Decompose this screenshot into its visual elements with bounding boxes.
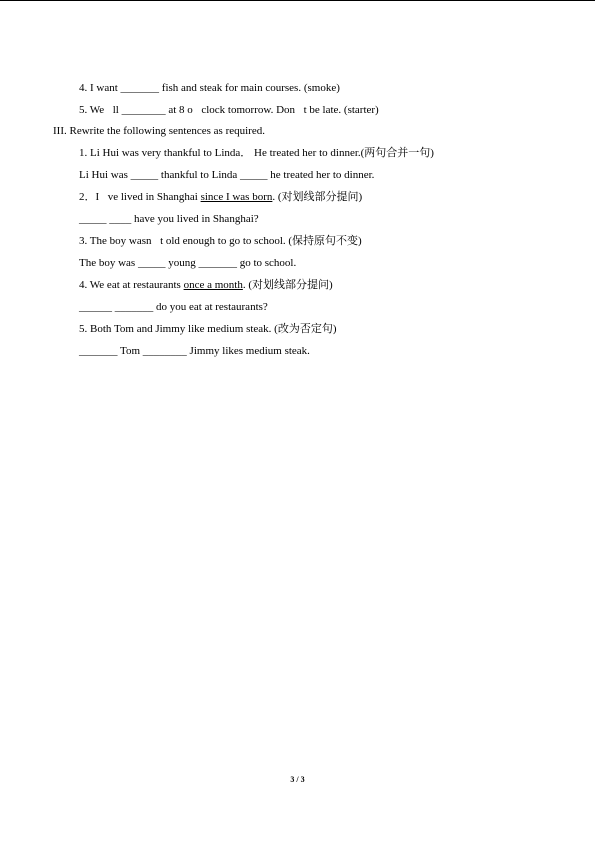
rewrite-item-2-question (79, 191, 362, 204)
rewrite-item-4-instruction: . (对划线部分提问) (242, 279, 333, 291)
rewrite-item-3-answer: The boy was _____ young _______ go to school. (79, 257, 297, 269)
rewrite-item-2-text: 2．I ve lived in Shanghai (79, 191, 201, 203)
rewrite-item-5-answer: _______ Tom ________ Jimmy likes medium steak. (79, 345, 310, 357)
exercise-2-item-5: 5. We ll ________ at 8 o clock tomorrow. Don t be late. (starter) (79, 104, 379, 116)
rewrite-item-4-underlined: once a month (183, 279, 243, 291)
rewrite-item-5-question: 5. Both Tom and Jimmy like medium steak. (改为否定句) (79, 323, 337, 335)
rewrite-item-2-answer: _____ ____ have you lived in Shanghai? (79, 213, 259, 225)
header-rule (0, 0, 595, 1)
rewrite-item-2-instruction: . (对划线部分提问) (272, 191, 363, 203)
exercise-2-item-4: 4. I want _______ fish and steak for main courses. (smoke) (79, 82, 340, 94)
rewrite-item-4-answer: ______ _______ do you eat at restaurants? (79, 301, 268, 313)
section-3-heading: III. Rewrite the following sentences as required. (53, 125, 265, 137)
rewrite-item-1-question: 1. Li Hui was very thankful to Linda． He treated her to dinner.(两句合并一句) (79, 147, 434, 159)
rewrite-item-4-text: 4. We eat at restaurants (79, 279, 184, 291)
rewrite-item-4-question (79, 279, 333, 292)
rewrite-item-3-question: 3. The boy wasn t old enough to go to school. (保持原句不变) (79, 235, 362, 247)
rewrite-item-1-answer: Li Hui was _____ thankful to Linda _____ he treated her to dinner. (79, 169, 375, 181)
rewrite-item-2-underlined: since I was born (200, 191, 273, 203)
page-number: 3 / 3 (290, 775, 305, 784)
